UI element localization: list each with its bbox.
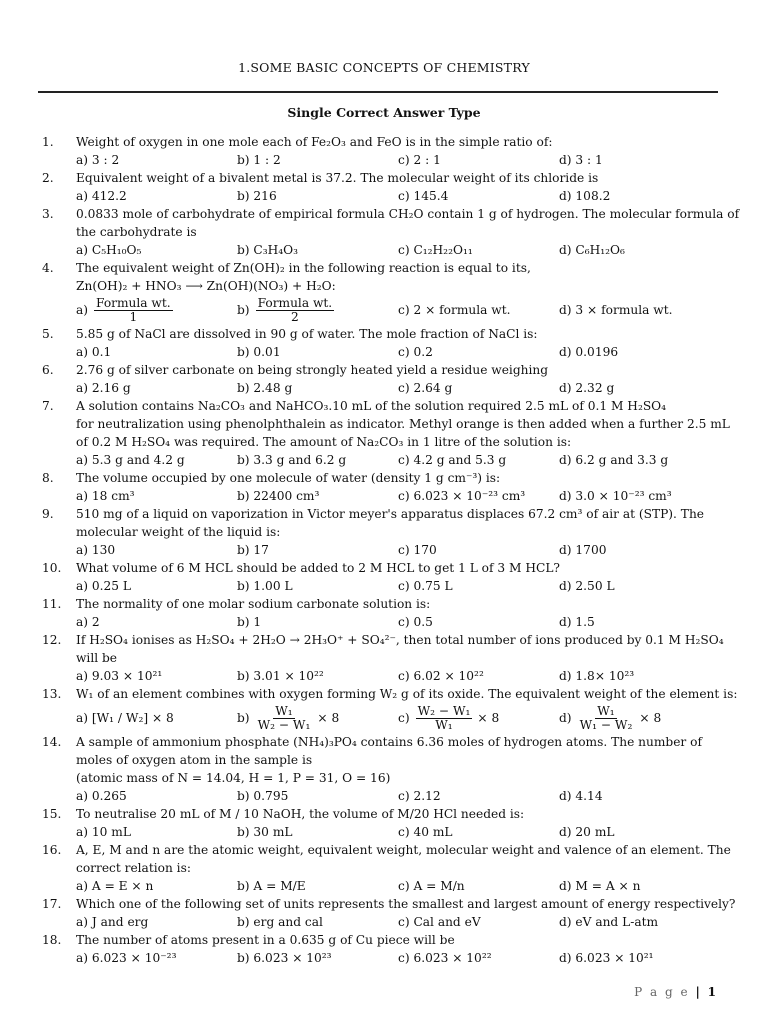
answer-option: b) 1.00 L	[237, 579, 293, 593]
question-text-continued: the carbohydrate is	[76, 225, 197, 239]
answer-option: d) 4.14	[559, 789, 603, 803]
question-item	[42, 259, 732, 325]
fraction-denominator: W₁ − W₂	[579, 717, 633, 732]
question-first-line	[42, 631, 732, 649]
answer-option	[76, 295, 237, 325]
answer-option: a) 2.16 g	[76, 381, 131, 395]
answer-option: c) 170	[398, 543, 437, 557]
answer-option: c) 0.75 L	[398, 579, 453, 593]
options-row	[42, 379, 732, 397]
option-label: b)	[237, 303, 250, 317]
answer-option: c) A = M/n	[398, 879, 465, 893]
options-row	[42, 343, 732, 361]
question-number: 3.	[42, 207, 54, 221]
options-row	[42, 703, 732, 733]
answer-option: a) A = E × n	[76, 879, 154, 893]
options-row	[42, 241, 732, 259]
question-text: W₁ of an element combines with oxygen forming W₂ g of its oxide. The equivalent weight of the element is:	[76, 687, 738, 701]
answer-option	[237, 703, 398, 733]
answer-option: d) 108.2	[559, 189, 611, 203]
answer-option: d) 1.8× 10²³	[559, 669, 635, 683]
question-number: 7.	[42, 399, 54, 413]
question-text-continued: of 0.2 M H₂SO₄ was required. The amount of Na₂CO₃ in 1 litre of the solution is:	[76, 435, 572, 449]
question-item	[42, 169, 732, 205]
fraction	[416, 705, 473, 732]
answer-option	[398, 295, 559, 325]
answer-option: d) eV and L-atm	[559, 915, 659, 929]
question-text-continued: moles of oxygen atom in the sample is	[76, 753, 313, 767]
question-item	[42, 895, 736, 931]
fraction	[578, 705, 635, 732]
answer-option: a) 3 : 2	[76, 153, 120, 167]
question-first-line	[42, 259, 732, 277]
answer-option: d) 2.32 g	[559, 381, 615, 395]
question-first-line	[42, 559, 732, 577]
answer-option: d) 3.0 × 10⁻²³ cm³	[559, 489, 672, 503]
question-number: 1.	[42, 135, 54, 149]
options-row	[42, 667, 732, 685]
answer-option: d) M = A × n	[559, 879, 641, 893]
question-item	[42, 685, 738, 733]
question-text: To neutralise 20 mL of M / 10 NaOH, the volume of M/20 HCl needed is:	[76, 807, 525, 821]
answer-option: d) 1.5	[559, 615, 595, 629]
question-number: 17.	[42, 897, 62, 911]
option-label: c)	[398, 711, 410, 725]
answer-option: c) C₁₂H₂₂O₁₁	[398, 243, 473, 257]
answer-option: c) 6.02 × 10²²	[398, 669, 484, 683]
options-row	[42, 613, 732, 631]
fraction-numerator: Formula wt.	[96, 295, 171, 310]
question-text: 510 mg of a liquid on vaporization in Victor meyer's apparatus displaces 67.2 cm³ of air at (STP). The	[76, 507, 705, 521]
question-first-line	[42, 361, 732, 379]
question-first-line	[42, 469, 732, 487]
question-first-line	[42, 169, 732, 187]
answer-option: c) Cal and eV	[398, 915, 481, 929]
question-number: 4.	[42, 261, 54, 275]
answer-option: c) 145.4	[398, 189, 449, 203]
fraction	[256, 297, 335, 324]
answer-option	[559, 703, 720, 733]
question-item	[42, 325, 732, 361]
fraction-denominator: 2	[290, 309, 299, 324]
answer-option: b) 1	[237, 615, 262, 629]
fraction-numerator: W₁	[275, 703, 293, 718]
answer-option: d) 20 mL	[559, 825, 615, 839]
question-number: 5.	[42, 327, 54, 341]
options-row	[42, 151, 732, 169]
options-row	[42, 295, 732, 325]
question-text: What volume of 6 M HCL should be added to 2 M HCL to get 1 L of 3 M HCL?	[76, 561, 560, 575]
question-number: 9.	[42, 507, 54, 521]
question-number: 2.	[42, 171, 54, 185]
answer-option: b) 22400 cm³	[237, 489, 320, 503]
question-text-continued: molecular weight of the liquid is:	[76, 525, 281, 539]
answer-option: c) 0.5	[398, 615, 433, 629]
question-number: 13.	[42, 687, 62, 701]
answer-option: d) C₆H₁₂O₆	[559, 243, 625, 257]
question-first-line	[42, 205, 740, 223]
option-tail: × 8	[477, 711, 500, 725]
question-text-continued: will be	[76, 651, 118, 665]
question-number: 6.	[42, 363, 54, 377]
answer-option	[398, 703, 559, 733]
answer-option: b) 0.01	[237, 345, 281, 359]
options-row	[42, 487, 732, 505]
option-tail: × 8	[317, 711, 340, 725]
question-first-line	[42, 505, 732, 523]
question-item	[42, 133, 732, 169]
answer-option: d) 3 : 1	[559, 153, 603, 167]
footer-page-label: P a g e	[634, 985, 690, 999]
answer-option	[559, 295, 720, 325]
question-text-continued: correct relation is:	[76, 861, 191, 875]
answer-option: b) 17	[237, 543, 269, 557]
answer-option: b) erg and cal	[237, 915, 323, 929]
answer-option: b) 0.795	[237, 789, 289, 803]
options-row	[42, 949, 732, 967]
question-number: 14.	[42, 735, 62, 749]
answer-option: b) 6.023 × 10²³	[237, 951, 332, 965]
question-list	[42, 133, 740, 967]
question-text: Which one of the following set of units represents the smallest and largest amount of energy respectively?	[76, 897, 736, 911]
option-label: d)	[559, 711, 572, 725]
question-text: 0.0833 mole of carbohydrate of empirical formula CH₂O contain 1 g of hydrogen. The molecular formula of	[76, 207, 740, 221]
question-first-line	[42, 595, 732, 613]
answer-option: a) 9.03 × 10²¹	[76, 669, 163, 683]
answer-option: a) 10 mL	[76, 825, 131, 839]
question-item	[42, 559, 732, 595]
question-text: A solution contains Na₂CO₃ and NaHCO₃.10 mL of the solution required 2.5 mL of 0.1 M H₂SO₄	[76, 399, 667, 413]
fraction-numerator: W₂ − W₁	[417, 703, 471, 718]
question-text-continued: for neutralization using phenolphthalein as indicator. Methyl orange is then added when a further 2.5 mL	[76, 417, 730, 431]
question-text-continued: Zn(OH)₂ + HNO₃ ⟶ Zn(OH)(NO₃) + H₂O:	[76, 279, 336, 293]
question-text: If H₂SO₄ ionises as H₂SO₄ + 2H₂O → 2H₃O⁺ + SO₄²⁻, then total number of ions produced by 0.1 M H₂SO₄	[76, 633, 724, 647]
answer-option: c) 2.12	[398, 789, 441, 803]
answer-option: a) 5.3 g and 4.2 g	[76, 453, 185, 467]
question-first-line	[42, 133, 732, 151]
answer-option: b) A = M/E	[237, 879, 306, 893]
fraction-denominator: W₂ − W₁	[257, 717, 311, 732]
fraction	[94, 297, 173, 324]
question-item	[42, 469, 732, 505]
question-item	[42, 595, 732, 631]
answer-option: d) 1700	[559, 543, 607, 557]
answer-option: a) 0.1	[76, 345, 112, 359]
question-item	[42, 397, 732, 469]
question-number: 10.	[42, 561, 62, 575]
answer-option: b) 30 mL	[237, 825, 293, 839]
answer-option: b) 216	[237, 189, 277, 203]
answer-option: b) C₃H₄O₃	[237, 243, 299, 257]
question-text-continued: (atomic mass of N = 14.04, H = 1, P = 31, O = 16)	[76, 771, 391, 785]
answer-option: a) 0.25 L	[76, 579, 131, 593]
question-item	[42, 631, 732, 685]
answer-option	[237, 295, 398, 325]
question-item	[42, 931, 732, 967]
question-text: The normality of one molar sodium carbonate solution is:	[76, 597, 431, 611]
answer-option: b) 3.01 × 10²²	[237, 669, 324, 683]
question-text: The number of atoms present in a 0.635 g of Cu piece will be	[76, 933, 455, 947]
question-number: 8.	[42, 471, 54, 485]
footer-page-number: 1	[707, 985, 718, 999]
answer-option: b) 2.48 g	[237, 381, 293, 395]
answer-option: d) 2.50 L	[559, 579, 615, 593]
question-text: 2.76 g of silver carbonate on being strongly heated yield a residue weighing	[76, 363, 549, 377]
question-first-line	[42, 685, 738, 703]
answer-option: b) 3.3 g and 6.2 g	[237, 453, 347, 467]
question-text: 5.85 g of NaCl are dissolved in 90 g of water. The mole fraction of NaCl is:	[76, 327, 538, 341]
answer-option: c) 2.64 g	[398, 381, 453, 395]
answer-option: d) 6.2 g and 3.3 g	[559, 453, 669, 467]
question-first-line	[42, 325, 732, 343]
fraction-denominator: W₁	[435, 717, 453, 732]
question-item	[42, 841, 732, 895]
answer-option: c) 0.2	[398, 345, 433, 359]
fraction	[256, 705, 313, 732]
answer-option: a) J and erg	[76, 915, 149, 929]
answer-option: d) 6.023 × 10²¹	[559, 951, 654, 965]
question-item	[42, 361, 732, 397]
answer-option: a) 2	[76, 615, 100, 629]
answer-option: c) 6.023 × 10²²	[398, 951, 492, 965]
fraction-numerator: Formula wt.	[257, 295, 333, 310]
page-title: 1.SOME BASIC CONCEPTS OF CHEMISTRY	[238, 60, 530, 75]
answer-option: a) 130	[76, 543, 116, 557]
option-tail: × 8	[639, 711, 662, 725]
question-first-line	[42, 895, 736, 913]
options-row	[42, 577, 732, 595]
options-row	[42, 187, 732, 205]
section-title: Single Correct Answer Type	[287, 105, 481, 120]
question-number: 18.	[42, 933, 62, 947]
options-row	[42, 823, 732, 841]
option-label: a) [W₁ / W₂] × 8	[76, 711, 174, 725]
option-label: a)	[76, 303, 89, 317]
options-row	[42, 451, 732, 469]
question-text: The volume occupied by one molecule of water (density 1 g cm⁻³) is:	[76, 471, 501, 485]
question-item	[42, 733, 732, 805]
question-item	[42, 805, 732, 841]
question-first-line	[42, 805, 732, 823]
options-row	[42, 541, 732, 559]
options-row	[42, 877, 732, 895]
question-item	[42, 505, 732, 559]
answer-option: d) 0.0196	[559, 345, 619, 359]
page-footer	[634, 985, 718, 999]
answer-option: a) 6.023 × 10⁻²³	[76, 951, 177, 965]
question-number: 16.	[42, 843, 62, 857]
answer-option: c) 6.023 × 10⁻²³ cm³	[398, 489, 526, 503]
question-first-line	[42, 931, 732, 949]
option-label: c) 2 × formula wt.	[398, 303, 511, 317]
question-first-line	[42, 397, 732, 415]
question-first-line	[42, 841, 732, 859]
question-number: 11.	[42, 597, 62, 611]
footer-separator: |	[695, 985, 702, 999]
question-first-line	[42, 733, 732, 751]
answer-option: a) 18 cm³	[76, 489, 135, 503]
answer-option: a) C₅H₁₀O₅	[76, 243, 142, 257]
question-text: A sample of ammonium phosphate (NH₄)₃PO₄ contains 6.36 moles of hydrogen atoms. The number of	[76, 735, 702, 749]
answer-option: a) 412.2	[76, 189, 127, 203]
answer-option: b) 1 : 2	[237, 153, 281, 167]
question-item	[42, 205, 740, 259]
options-row	[42, 787, 732, 805]
option-label: b)	[237, 711, 250, 725]
answer-option	[76, 703, 237, 733]
title-divider	[38, 91, 718, 93]
question-text: Weight of oxygen in one mole each of Fe₂O₃ and FeO is in the simple ratio of:	[76, 135, 553, 149]
answer-option: c) 4.2 g and 5.3 g	[398, 453, 507, 467]
option-label: d) 3 × formula wt.	[559, 303, 673, 317]
answer-option: c) 2 : 1	[398, 153, 441, 167]
question-text: The equivalent weight of Zn(OH)₂ in the following reaction is equal to its,	[76, 261, 531, 275]
question-text: A, E, M and n are the atomic weight, equivalent weight, molecular weight and valence of an element. The	[76, 843, 731, 857]
question-text: Equivalent weight of a bivalent metal is 37.2. The molecular weight of its chloride is	[76, 171, 599, 185]
question-number: 12.	[42, 633, 62, 647]
answer-option: c) 40 mL	[398, 825, 453, 839]
fraction-numerator: W₁	[597, 703, 615, 718]
question-number: 15.	[42, 807, 62, 821]
answer-option: a) 0.265	[76, 789, 127, 803]
fraction-denominator: 1	[129, 309, 138, 324]
options-row	[42, 913, 732, 931]
